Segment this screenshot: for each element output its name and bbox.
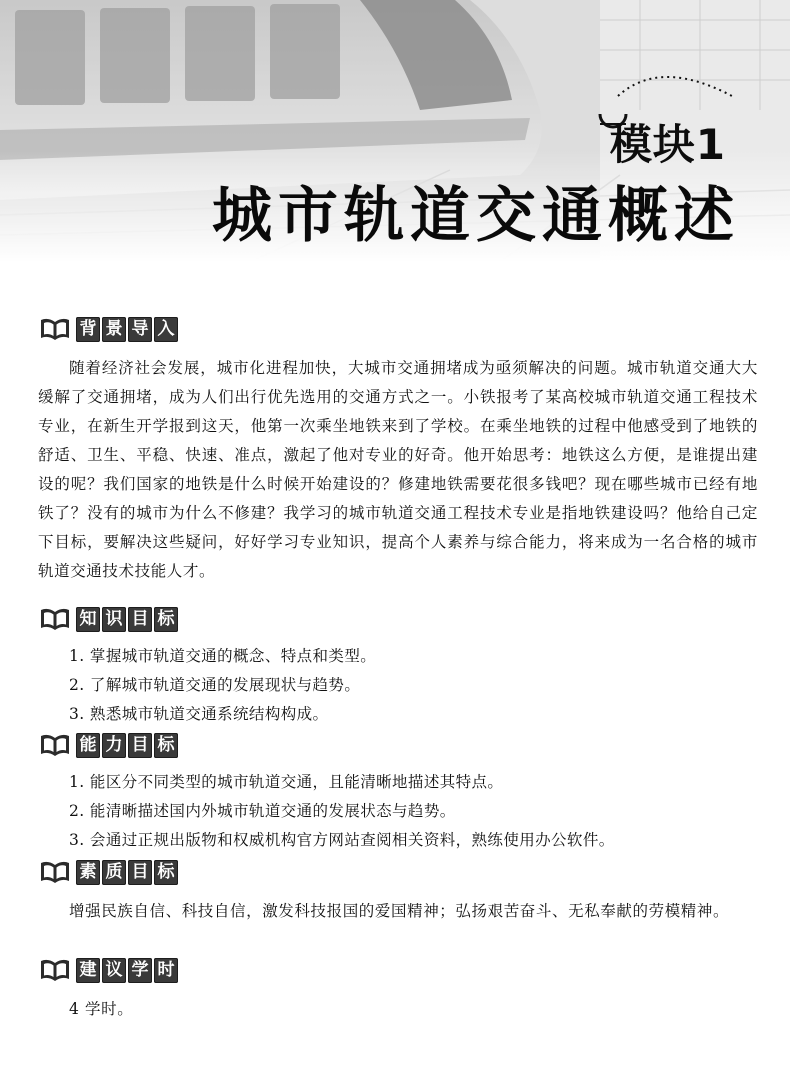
- section-heading: [38, 955, 758, 985]
- heading-char: 标: [154, 607, 178, 632]
- heading-char: 能: [76, 733, 100, 758]
- heading-char: 知: [76, 607, 100, 632]
- module-banner: [0, 0, 790, 262]
- open-book-icon: [38, 315, 72, 343]
- list-item: 2. 了解城市轨道交通的发展现状与趋势。: [69, 676, 361, 694]
- module-title: 城市轨道交通概述: [212, 181, 740, 251]
- ability-goals-list: [38, 768, 758, 855]
- section-heading: [38, 314, 758, 344]
- heading-char: 力: [102, 733, 126, 758]
- knowledge-goals-list: [38, 642, 758, 729]
- background-paragraph: 随着经济社会发展，城市化进程加快，大城市交通拥堵成为亟须解决的问题。城市轨道交通大大缓解了交通拥堵，成为人们出行优先选用的交通方式之一。小铁报考了某高校城市轨道交通工程技术专业，在新生开学报到这天，他第一次乘坐地铁来到了学校。在乘坐地铁的过程中他感受到了地铁的舒适、卫生、平稳、快速、准点，激起了他对专业的好奇。他开始思考：地铁这么方便，是谁提出建设的呢？我们国家的地铁是什么时候开始建设的？修建地铁需要花很多钱吧？现在哪些城市已经有地铁了？没有的城市为什么不修建？我学习的城市轨道交通工程技术专业是指地铁建设吗？他给自己定下目标，要解决这些疑问，好好学习专业知识，提高个人素养与综合能力，将来成为一名合格的城市轨道交通技术技能人才。: [38, 359, 758, 580]
- heading-char: 时: [154, 958, 178, 983]
- heading-char: 目: [128, 860, 152, 885]
- quality-goals-paragraph: 增强民族自信、科技自信，激发科技报国的爱国精神；弘扬艰苦奋斗、无私奉献的劳模精神。: [69, 902, 730, 920]
- heading-char: 目: [128, 607, 152, 632]
- heading-char: 建: [76, 958, 100, 983]
- open-book-icon: [38, 858, 72, 886]
- heading-char: 素: [76, 860, 100, 885]
- heading-char: 标: [154, 733, 178, 758]
- heading-char: 学: [128, 958, 152, 983]
- heading-char: 景: [102, 317, 126, 342]
- section-background: [38, 314, 758, 586]
- heading-char: 入: [154, 317, 178, 342]
- section-ability-goals: [38, 730, 758, 855]
- heading-char: 质: [102, 860, 126, 885]
- suggested-hours-text: 4 学时。: [69, 1000, 134, 1018]
- section-quality-goals: [38, 857, 758, 926]
- list-item: 3. 熟悉城市轨道交通系统结构构成。: [69, 705, 329, 723]
- open-book-icon: [38, 956, 72, 984]
- section-suggested-hours: [38, 955, 758, 1024]
- heading-char: 目: [128, 733, 152, 758]
- heading-char: 背: [76, 317, 100, 342]
- open-book-icon: [38, 605, 72, 633]
- list-item: 3. 会通过正规出版物和权威机构官方网站查阅相关资料，熟练使用办公软件。: [69, 831, 615, 849]
- section-heading: [38, 730, 758, 760]
- section-heading: [38, 604, 758, 634]
- module-number: 模块1: [609, 120, 726, 169]
- heading-char: 识: [102, 607, 126, 632]
- section-knowledge-goals: [38, 604, 758, 729]
- heading-char: 议: [102, 958, 126, 983]
- list-item: 1. 能区分不同类型的城市轨道交通，且能清晰地描述其特点。: [69, 773, 504, 791]
- section-heading: [38, 857, 758, 887]
- list-item: 1. 掌握城市轨道交通的概念、特点和类型。: [69, 647, 377, 665]
- heading-char: 导: [128, 317, 152, 342]
- list-item: 2. 能清晰描述国内外城市轨道交通的发展状态与趋势。: [69, 802, 456, 820]
- heading-char: 标: [154, 860, 178, 885]
- open-book-icon: [38, 731, 72, 759]
